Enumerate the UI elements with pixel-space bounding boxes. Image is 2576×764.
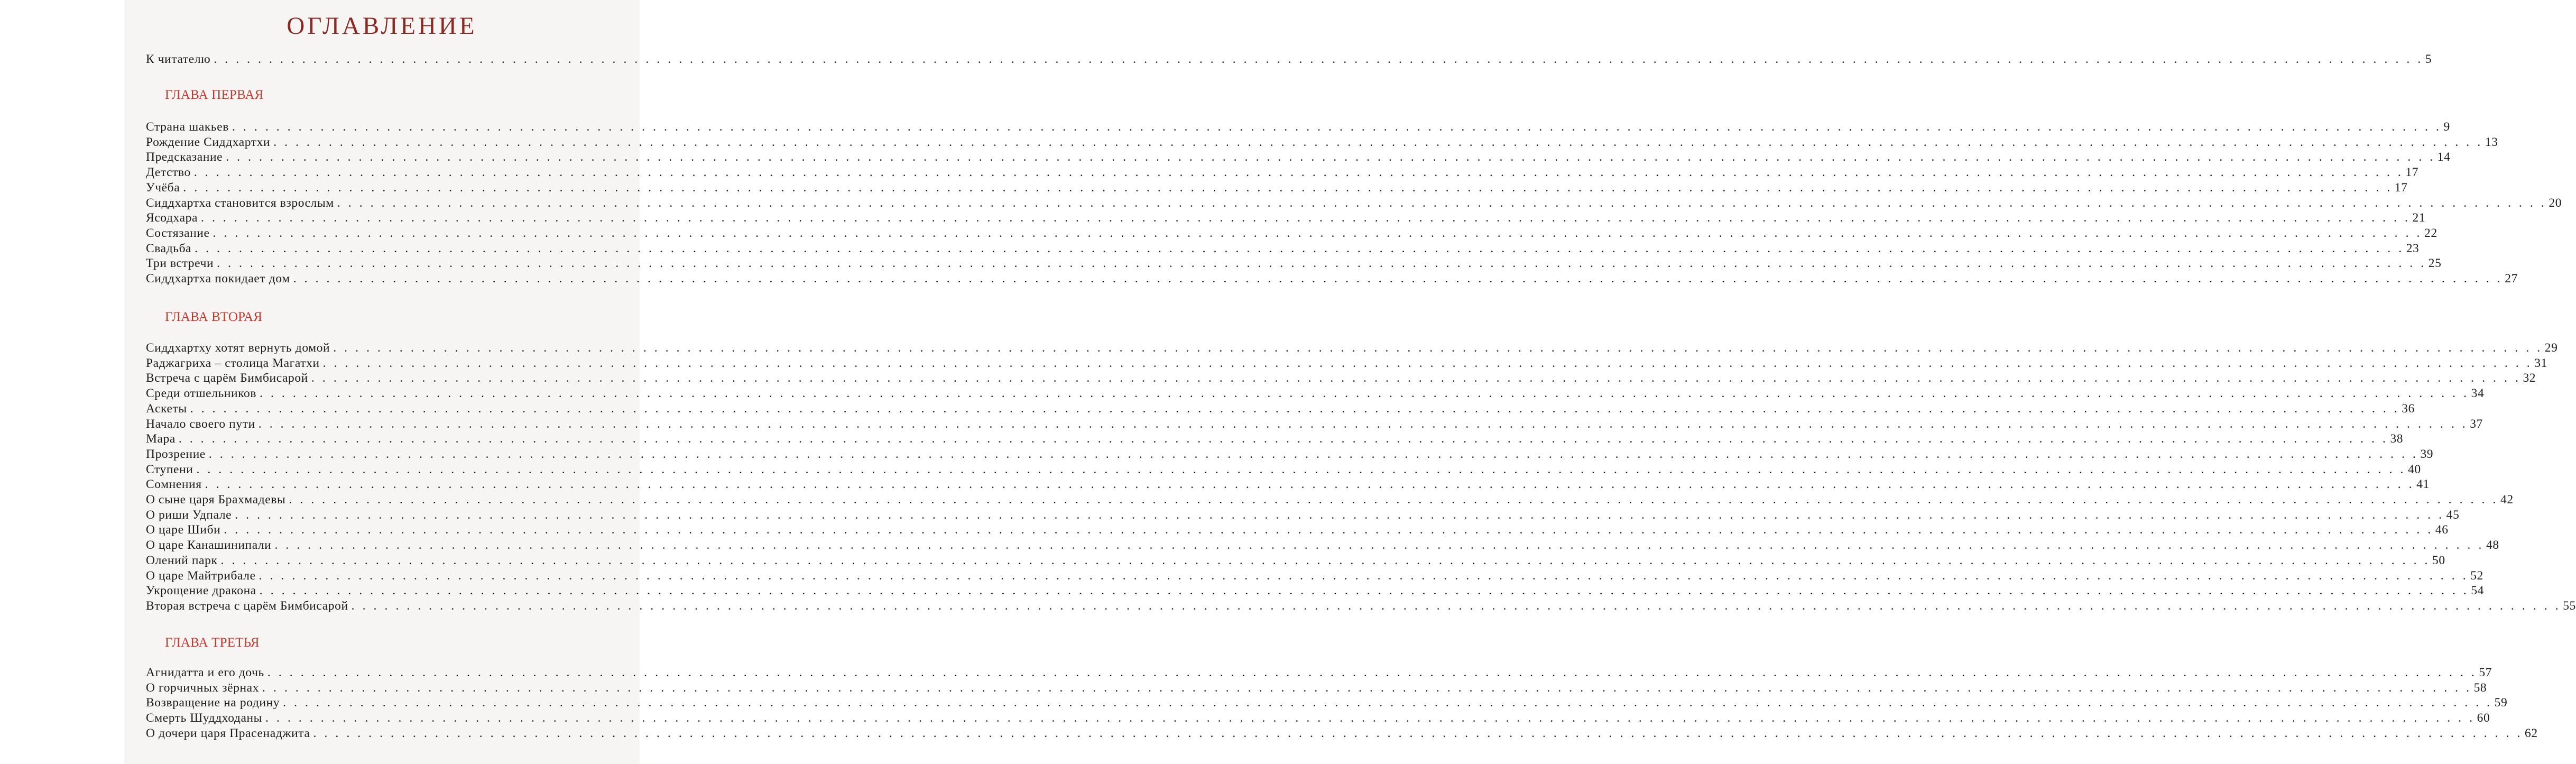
toc-entry-title: О царе Майтрибале: [146, 569, 256, 583]
toc-entry-title: О царе Шиби: [146, 523, 221, 537]
toc-entry-page: 62: [2525, 726, 2538, 740]
toc-entry-page: 48: [2486, 538, 2499, 552]
dot-leader: . . . . . . . . . . . . . . . . . . . . . . . . . . . . . . . . . . . . . . . . . . . . . . . . . . . . . . . . . . . . . . . . . . . . . . . . . . . . . . . . . . . . . . . . . . . . . . . . . . . . . . . . . . . . . . . . . . . . . . . . . . . . . . . . . . . . . . . . . . . . . . . . . . . . . . . . . . . . . . . . . . . . . . . . . . . . . . . . . . . . . . . . . . . . . . . . . . . . . . . .: [220, 554, 2431, 567]
dot-leader: . . . . . . . . . . . . . . . . . . . . . . . . . . . . . . . . . . . . . . . . . . . . . . . . . . . . . . . . . . . . . . . . . . . . . . . . . . . . . . . . . . . . . . . . . . . . . . . . . . . . . . . . . . . . . . . . . . . . . . . . . . . . . . . . . . . . . . . . . . . . . . . . . . . . . . . . . . . . . . . . . . . . . . . . . . . . . . . . . . . . . . . . . . . . . . . . . . . . . . . .: [351, 599, 2561, 613]
dot-leader: . . . . . . . . . . . . . . . . . . . . . . . . . . . . . . . . . . . . . . . . . . . . . . . . . . . . . . . . . . . . . . . . . . . . . . . . . . . . . . . . . . . . . . . . . . . . . . . . . . . . . . . . . . . . . . . . . . . . . . . . . . . . . . . . . . . . . . . . . . . . . . . . . . . . . . . . . . . . . . . . . . . . . . . . . . . . . . . . . . . . . . . . . . . . . . . . . . . . . . . .: [311, 371, 2521, 385]
toc-entry: [146, 356, 2547, 371]
dot-leader: . . . . . . . . . . . . . . . . . . . . . . . . . . . . . . . . . . . . . . . . . . . . . . . . . . . . . . . . . . . . . . . . . . . . . . . . . . . . . . . . . . . . . . . . . . . . . . . . . . . . . . . . . . . . . . . . . . . . . . . . . . . . . . . . . . . . . . . . . . . . . . . . . . . . . . . . . . . . . . . . . . . . . . . . . . . . . . . . . . . . . . . . . . . . . . . . . . . . . . . .: [283, 696, 2492, 710]
toc-entry-page: 39: [2420, 447, 2434, 461]
toc-entry: [146, 226, 2437, 241]
toc-entry-page: 29: [2544, 341, 2558, 355]
toc-entry: [146, 256, 2442, 271]
toc-entry-page: 5: [2425, 52, 2432, 66]
toc-entry-title: Детство: [146, 165, 191, 179]
toc-entry-title: Предсказание: [146, 150, 223, 164]
toc-entry-title: Сиддхартха покидает дом: [146, 272, 290, 286]
dot-leader: . . . . . . . . . . . . . . . . . . . . . . . . . . . . . . . . . . . . . . . . . . . . . . . . . . . . . . . . . . . . . . . . . . . . . . . . . . . . . . . . . . . . . . . . . . . . . . . . . . . . . . . . . . . . . . . . . . . . . . . . . . . . . . . . . . . . . . . . . . . . . . . . . . . . . . . . . . . . . . . . . . . . . . . . . . . . . . . . . . . . . . . . . . . . . . . . . . . . . . . .: [183, 181, 2393, 195]
toc-entry: [146, 135, 2498, 150]
toc-entry-title: О царе Канашинипали: [146, 538, 272, 552]
toc-entry-page: 58: [2473, 681, 2487, 695]
toc-entry-title: Вторая встреча с царём Бимбисарой: [146, 599, 348, 613]
toc-entry-page: 52: [2470, 569, 2483, 583]
toc-entry-page: 42: [2500, 493, 2514, 507]
toc-entry: [146, 538, 2499, 553]
dot-leader: . . . . . . . . . . . . . . . . . . . . . . . . . . . . . . . . . . . . . . . . . . . . . . . . . . . . . . . . . . . . . . . . . . . . . . . . . . . . . . . . . . . . . . . . . . . . . . . . . . . . . . . . . . . . . . . . . . . . . . . . . . . . . . . . . . . . . . . . . . . . . . . . . . . . . . . . . . . . . . . . . . . . . . . . . . . . . . . . . . . . . . . . . . . . . . . . . . . . . . . .: [313, 726, 2523, 740]
toc-entry: [146, 599, 2576, 613]
dot-leader: . . . . . . . . . . . . . . . . . . . . . . . . . . . . . . . . . . . . . . . . . . . . . . . . . . . . . . . . . . . . . . . . . . . . . . . . . . . . . . . . . . . . . . . . . . . . . . . . . . . . . . . . . . . . . . . . . . . . . . . . . . . . . . . . . . . . . . . . . . . . . . . . . . . . . . . . . . . . . . . . . . . . . . . . . . . . . . . . . . . . . . . . . . . . . . . . . . . . . . . .: [267, 666, 2477, 679]
toc-entry: [146, 680, 2487, 695]
toc-entry-page: 27: [2505, 272, 2518, 286]
toc-entry-page: 37: [2470, 417, 2483, 431]
toc-entry-title: Олений парк: [146, 554, 218, 567]
toc-entry-title: О риши Удпале: [146, 508, 232, 522]
toc-entry: [146, 665, 2492, 680]
toc-entry: [146, 447, 2434, 462]
toc-entry-title: Смерть Шуддходаны: [146, 711, 263, 725]
chapter-heading: ГЛАВА ТРЕТЬЯ: [165, 636, 260, 650]
toc-entry: [146, 508, 2460, 522]
toc-entry-title: К читателю: [146, 52, 211, 66]
toc-entry-title: Сиддхартха становится взрослым: [146, 196, 334, 210]
toc-entry-title: Ступени: [146, 463, 193, 476]
toc-entry-title: Свадьба: [146, 242, 192, 255]
toc-entry-page: 41: [2416, 477, 2430, 491]
dot-leader: . . . . . . . . . . . . . . . . . . . . . . . . . . . . . . . . . . . . . . . . . . . . . . . . . . . . . . . . . . . . . . . . . . . . . . . . . . . . . . . . . . . . . . . . . . . . . . . . . . . . . . . . . . . . . . . . . . . . . . . . . . . . . . . . . . . . . . . . . . . . . . . . . . . . . . . . . . . . . . . . . . . . . . . . . . . . . . . . . . . . . . . . . . . . . . . . . . . . . . . .: [201, 211, 2411, 225]
dot-leader: . . . . . . . . . . . . . . . . . . . . . . . . . . . . . . . . . . . . . . . . . . . . . . . . . . . . . . . . . . . . . . . . . . . . . . . . . . . . . . . . . . . . . . . . . . . . . . . . . . . . . . . . . . . . . . . . . . . . . . . . . . . . . . . . . . . . . . . . . . . . . . . . . . . . . . . . . . . . . . . . . . . . . . . . . . . . . . . . . . . . . . . . . . . . . . . . . . . . . . . .: [337, 196, 2547, 210]
toc-entry-title: Страна шакьев: [146, 120, 229, 134]
dot-leader: . . . . . . . . . . . . . . . . . . . . . . . . . . . . . . . . . . . . . . . . . . . . . . . . . . . . . . . . . . . . . . . . . . . . . . . . . . . . . . . . . . . . . . . . . . . . . . . . . . . . . . . . . . . . . . . . . . . . . . . . . . . . . . . . . . . . . . . . . . . . . . . . . . . . . . . . . . . . . . . . . . . . . . . . . . . . . . . . . . . . . . . . . . . . . . . . . . . . . . . .: [213, 226, 2423, 240]
toc-entry-title: Встреча с царём Бимбисарой: [146, 371, 308, 385]
dot-leader: . . . . . . . . . . . . . . . . . . . . . . . . . . . . . . . . . . . . . . . . . . . . . . . . . . . . . . . . . . . . . . . . . . . . . . . . . . . . . . . . . . . . . . . . . . . . . . . . . . . . . . . . . . . . . . . . . . . . . . . . . . . . . . . . . . . . . . . . . . . . . . . . . . . . . . . . . . . . . . . . . . . . . . . . . . . . . . . . . . . . . . . . . . . . . . . . . . . . . . . .: [190, 402, 2400, 416]
toc-entry-page: 13: [2485, 135, 2498, 149]
toc-entry-page: 45: [2446, 508, 2460, 522]
dot-leader: . . . . . . . . . . . . . . . . . . . . . . . . . . . . . . . . . . . . . . . . . . . . . . . . . . . . . . . . . . . . . . . . . . . . . . . . . . . . . . . . . . . . . . . . . . . . . . . . . . . . . . . . . . . . . . . . . . . . . . . . . . . . . . . . . . . . . . . . . . . . . . . . . . . . . . . . . . . . . . . . . . . . . . . . . . . . . . . . . . . . . . . . . . . . . . . . . . . . . . . .: [259, 584, 2469, 597]
toc-entry-title: Рождение Сиддхартхи: [146, 135, 271, 149]
dot-leader: . . . . . . . . . . . . . . . . . . . . . . . . . . . . . . . . . . . . . . . . . . . . . . . . . . . . . . . . . . . . . . . . . . . . . . . . . . . . . . . . . . . . . . . . . . . . . . . . . . . . . . . . . . . . . . . . . . . . . . . . . . . . . . . . . . . . . . . . . . . . . . . . . . . . . . . . . . . . . . . . . . . . . . . . . . . . . . . . . . . . . . . . . . . . . . . . . . . . . . . .: [217, 256, 2426, 270]
dot-leader: . . . . . . . . . . . . . . . . . . . . . . . . . . . . . . . . . . . . . . . . . . . . . . . . . . . . . . . . . . . . . . . . . . . . . . . . . . . . . . . . . . . . . . . . . . . . . . . . . . . . . . . . . . . . . . . . . . . . . . . . . . . . . . . . . . . . . . . . . . . . . . . . . . . . . . . . . . . . . . . . . . . . . . . . . . . . . . . . . . . . . . . . . . . . . . . . . . . . . . . .: [232, 120, 2442, 134]
dot-leader: . . . . . . . . . . . . . . . . . . . . . . . . . . . . . . . . . . . . . . . . . . . . . . . . . . . . . . . . . . . . . . . . . . . . . . . . . . . . . . . . . . . . . . . . . . . . . . . . . . . . . . . . . . . . . . . . . . . . . . . . . . . . . . . . . . . . . . . . . . . . . . . . . . . . . . . . . . . . . . . . . . . . . . . . . . . . . . . . . . . . . . . . . . . . . . . . . . . . . . . .: [262, 681, 2472, 695]
dot-leader: . . . . . . . . . . . . . . . . . . . . . . . . . . . . . . . . . . . . . . . . . . . . . . . . . . . . . . . . . . . . . . . . . . . . . . . . . . . . . . . . . . . . . . . . . . . . . . . . . . . . . . . . . . . . . . . . . . . . . . . . . . . . . . . . . . . . . . . . . . . . . . . . . . . . . . . . . . . . . . . . . . . . . . . . . . . . . . . . . . . . . . . . . . . . . . . . . . . . . . . .: [178, 432, 2388, 446]
toc-entry-title: Ясодхара: [146, 211, 198, 225]
toc-entry-page: 22: [2424, 226, 2437, 240]
toc-entry-title: О сыне царя Брахмадевы: [146, 493, 286, 507]
dot-leader: . . . . . . . . . . . . . . . . . . . . . . . . . . . . . . . . . . . . . . . . . . . . . . . . . . . . . . . . . . . . . . . . . . . . . . . . . . . . . . . . . . . . . . . . . . . . . . . . . . . . . . . . . . . . . . . . . . . . . . . . . . . . . . . . . . . . . . . . . . . . . . . . . . . . . . . . . . . . . . . . . . . . . . . . . . . . . . . . . . . . . . . . . . . . . . . . . . . . . . . .: [226, 150, 2435, 164]
toc-entry: [146, 241, 2420, 256]
toc-entry-title: О дочери царя Прасенаджита: [146, 726, 310, 740]
toc-entry: [146, 210, 2426, 225]
dot-leader: . . . . . . . . . . . . . . . . . . . . . . . . . . . . . . . . . . . . . . . . . . . . . . . . . . . . . . . . . . . . . . . . . . . . . . . . . . . . . . . . . . . . . . . . . . . . . . . . . . . . . . . . . . . . . . . . . . . . . . . . . . . . . . . . . . . . . . . . . . . . . . . . . . . . . . . . . . . . . . . . . . . . . . . . . . . . . . . . . . . . . . . . . . . . . . . . . . . . . . . .: [265, 711, 2475, 725]
toc-entry-page: 36: [2402, 402, 2415, 416]
toc-entry: [146, 711, 2490, 725]
toc-entry-page: 23: [2406, 242, 2420, 255]
toc-entry: [146, 553, 2445, 568]
toc-entry: [146, 150, 2451, 164]
toc-entry: [146, 52, 2432, 67]
toc-entry: [146, 119, 2450, 134]
toc-entry-page: 9: [2443, 120, 2450, 134]
chapter-heading: ГЛАВА ВТОРАЯ: [165, 310, 263, 324]
toc-entry-page: 38: [2390, 432, 2404, 446]
toc-entry: [146, 568, 2483, 583]
dot-leader: . . . . . . . . . . . . . . . . . . . . . . . . . . . . . . . . . . . . . . . . . . . . . . . . . . . . . . . . . . . . . . . . . . . . . . . . . . . . . . . . . . . . . . . . . . . . . . . . . . . . . . . . . . . . . . . . . . . . . . . . . . . . . . . . . . . . . . . . . . . . . . . . . . . . . . . . . . . . . . . . . . . . . . . . . . . . . . . . . . . . . . . . . . . . . . . . . . . . . . . .: [193, 165, 2404, 179]
toc-entry-title: Укрощение дракона: [146, 584, 256, 597]
dot-leader: . . . . . . . . . . . . . . . . . . . . . . . . . . . . . . . . . . . . . . . . . . . . . . . . . . . . . . . . . . . . . . . . . . . . . . . . . . . . . . . . . . . . . . . . . . . . . . . . . . . . . . . . . . . . . . . . . . . . . . . . . . . . . . . . . . . . . . . . . . . . . . . . . . . . . . . . . . . . . . . . . . . . . . . . . . . . . . . . . . . . . . . . . . . . . . . . . . . . . . . .: [322, 356, 2533, 370]
toc-entry-page: 50: [2432, 554, 2445, 567]
toc-entry: [146, 165, 2419, 180]
toc-entry-page: 59: [2494, 696, 2508, 710]
toc-entry-page: 40: [2407, 463, 2421, 476]
toc-entry: [146, 271, 2518, 286]
toc-entry-page: 57: [2479, 666, 2492, 679]
toc-entry-title: Прозрение: [146, 447, 206, 461]
toc-entry-title: Состязание: [146, 226, 210, 240]
toc-entry-title: Аскеты: [146, 402, 187, 416]
dot-leader: . . . . . . . . . . . . . . . . . . . . . . . . . . . . . . . . . . . . . . . . . . . . . . . . . . . . . . . . . . . . . . . . . . . . . . . . . . . . . . . . . . . . . . . . . . . . . . . . . . . . . . . . . . . . . . . . . . . . . . . . . . . . . . . . . . . . . . . . . . . . . . . . . . . . . . . . . . . . . . . . . . . . . . . . . . . . . . . . . . . . . . . . . . . . . . . . . . . . . . . .: [273, 135, 2483, 149]
toc-entry-title: Возвращение на родину: [146, 696, 280, 710]
toc-entry: [146, 401, 2415, 416]
dot-leader: . . . . . . . . . . . . . . . . . . . . . . . . . . . . . . . . . . . . . . . . . . . . . . . . . . . . . . . . . . . . . . . . . . . . . . . . . . . . . . . . . . . . . . . . . . . . . . . . . . . . . . . . . . . . . . . . . . . . . . . . . . . . . . . . . . . . . . . . . . . . . . . . . . . . . . . . . . . . . . . . . . . . . . . . . . . . . . . . . . . . . . . . . . . . . . . . . . . . . . . .: [274, 538, 2484, 552]
toc-entry-page: 21: [2412, 211, 2426, 225]
toc-entry-title: Раджагриха – столица Магатхи: [146, 356, 320, 370]
toc-entry: [146, 726, 2538, 741]
toc-entry-title: Сиддхартху хотят вернуть домой: [146, 341, 330, 355]
toc-entry-page: 25: [2428, 256, 2442, 270]
dot-leader: . . . . . . . . . . . . . . . . . . . . . . . . . . . . . . . . . . . . . . . . . . . . . . . . . . . . . . . . . . . . . . . . . . . . . . . . . . . . . . . . . . . . . . . . . . . . . . . . . . . . . . . . . . . . . . . . . . . . . . . . . . . . . . . . . . . . . . . . . . . . . . . . . . . . . . . . . . . . . . . . . . . . . . . . . . . . . . . . . . . . . . . . . . . . . . . . . . . . . . . .: [214, 52, 2423, 66]
dot-leader: . . . . . . . . . . . . . . . . . . . . . . . . . . . . . . . . . . . . . . . . . . . . . . . . . . . . . . . . . . . . . . . . . . . . . . . . . . . . . . . . . . . . . . . . . . . . . . . . . . . . . . . . . . . . . . . . . . . . . . . . . . . . . . . . . . . . . . . . . . . . . . . . . . . . . . . . . . . . . . . . . . . . . . . . . . . . . . . . . . . . . . . . . . . . . . . . . . . . . . . .: [293, 272, 2503, 286]
toc-entry: [146, 340, 2558, 355]
toc-entry-title: О горчичных зёрнах: [146, 681, 260, 695]
toc-entry-page: 32: [2523, 371, 2536, 385]
dot-leader: . . . . . . . . . . . . . . . . . . . . . . . . . . . . . . . . . . . . . . . . . . . . . . . . . . . . . . . . . . . . . . . . . . . . . . . . . . . . . . . . . . . . . . . . . . . . . . . . . . . . . . . . . . . . . . . . . . . . . . . . . . . . . . . . . . . . . . . . . . . . . . . . . . . . . . . . . . . . . . . . . . . . . . . . . . . . . . . . . . . . . . . . . . . . . . . . . . . . . . . .: [333, 341, 2543, 355]
toc-entry-page: 17: [2405, 165, 2419, 179]
toc-entry-title: Учёба: [146, 181, 180, 195]
toc-entry: [146, 583, 2485, 598]
toc-entry: [146, 492, 2514, 507]
toc-entry-page: 20: [2549, 196, 2562, 210]
dot-leader: . . . . . . . . . . . . . . . . . . . . . . . . . . . . . . . . . . . . . . . . . . . . . . . . . . . . . . . . . . . . . . . . . . . . . . . . . . . . . . . . . . . . . . . . . . . . . . . . . . . . . . . . . . . . . . . . . . . . . . . . . . . . . . . . . . . . . . . . . . . . . . . . . . . . . . . . . . . . . . . . . . . . . . . . . . . . . . . . . . . . . . . . . . . . . . . . . . . . . . . .: [205, 477, 2415, 491]
dot-leader: . . . . . . . . . . . . . . . . . . . . . . . . . . . . . . . . . . . . . . . . . . . . . . . . . . . . . . . . . . . . . . . . . . . . . . . . . . . . . . . . . . . . . . . . . . . . . . . . . . . . . . . . . . . . . . . . . . . . . . . . . . . . . . . . . . . . . . . . . . . . . . . . . . . . . . . . . . . . . . . . . . . . . . . . . . . . . . . . . . . . . . . . . . . . . . . . . . . . . . . .: [258, 417, 2468, 431]
dot-leader: . . . . . . . . . . . . . . . . . . . . . . . . . . . . . . . . . . . . . . . . . . . . . . . . . . . . . . . . . . . . . . . . . . . . . . . . . . . . . . . . . . . . . . . . . . . . . . . . . . . . . . . . . . . . . . . . . . . . . . . . . . . . . . . . . . . . . . . . . . . . . . . . . . . . . . . . . . . . . . . . . . . . . . . . . . . . . . . . . . . . . . . . . . . . . . . . . . . . . . . .: [224, 523, 2433, 537]
dot-leader: . . . . . . . . . . . . . . . . . . . . . . . . . . . . . . . . . . . . . . . . . . . . . . . . . . . . . . . . . . . . . . . . . . . . . . . . . . . . . . . . . . . . . . . . . . . . . . . . . . . . . . . . . . . . . . . . . . . . . . . . . . . . . . . . . . . . . . . . . . . . . . . . . . . . . . . . . . . . . . . . . . . . . . . . . . . . . . . . . . . . . . . . . . . . . . . . . . . . . . . .: [208, 447, 2418, 461]
chapter-heading: ГЛАВА ПЕРВАЯ: [165, 88, 264, 102]
page-title: ОГЛАВЛЕНИЕ: [287, 12, 477, 40]
toc-entry: [146, 371, 2536, 385]
toc-entry: [146, 462, 2421, 477]
toc-entry-title: Три встречи: [146, 256, 214, 270]
toc-entry: [146, 522, 2449, 537]
toc-entry: [146, 180, 2408, 195]
toc-entry-page: 17: [2394, 181, 2408, 195]
toc-entry-page: 14: [2437, 150, 2451, 164]
toc-entry-title: Сомнения: [146, 477, 202, 491]
toc-entry-title: Среди отшельников: [146, 386, 257, 400]
dot-leader: . . . . . . . . . . . . . . . . . . . . . . . . . . . . . . . . . . . . . . . . . . . . . . . . . . . . . . . . . . . . . . . . . . . . . . . . . . . . . . . . . . . . . . . . . . . . . . . . . . . . . . . . . . . . . . . . . . . . . . . . . . . . . . . . . . . . . . . . . . . . . . . . . . . . . . . . . . . . . . . . . . . . . . . . . . . . . . . . . . . . . . . . . . . . . . . . . . . . . . . .: [235, 508, 2444, 522]
toc-entry-page: 46: [2435, 523, 2449, 537]
toc-entry: [146, 386, 2485, 401]
dot-leader: . . . . . . . . . . . . . . . . . . . . . . . . . . . . . . . . . . . . . . . . . . . . . . . . . . . . . . . . . . . . . . . . . . . . . . . . . . . . . . . . . . . . . . . . . . . . . . . . . . . . . . . . . . . . . . . . . . . . . . . . . . . . . . . . . . . . . . . . . . . . . . . . . . . . . . . . . . . . . . . . . . . . . . . . . . . . . . . . . . . . . . . . . . . . . . . . . . . . . . . .: [196, 463, 2406, 476]
dot-leader: . . . . . . . . . . . . . . . . . . . . . . . . . . . . . . . . . . . . . . . . . . . . . . . . . . . . . . . . . . . . . . . . . . . . . . . . . . . . . . . . . . . . . . . . . . . . . . . . . . . . . . . . . . . . . . . . . . . . . . . . . . . . . . . . . . . . . . . . . . . . . . . . . . . . . . . . . . . . . . . . . . . . . . . . . . . . . . . . . . . . . . . . . . . . . . . . . . . . . . . .: [258, 569, 2469, 583]
toc-entry: [146, 431, 2404, 446]
toc-entry: [146, 695, 2508, 710]
toc-entry-page: 31: [2534, 356, 2547, 370]
toc-entry-title: Мара: [146, 432, 176, 446]
toc-entry-page: 54: [2471, 584, 2485, 597]
toc-entry: [146, 417, 2483, 431]
dot-leader: . . . . . . . . . . . . . . . . . . . . . . . . . . . . . . . . . . . . . . . . . . . . . . . . . . . . . . . . . . . . . . . . . . . . . . . . . . . . . . . . . . . . . . . . . . . . . . . . . . . . . . . . . . . . . . . . . . . . . . . . . . . . . . . . . . . . . . . . . . . . . . . . . . . . . . . . . . . . . . . . . . . . . . . . . . . . . . . . . . . . . . . . . . . . . . . . . . . . . . . .: [260, 386, 2469, 400]
toc-entry: [146, 477, 2430, 492]
toc-entry-page: 60: [2477, 711, 2490, 725]
toc-entry-title: Агнидатта и его дочь: [146, 666, 264, 679]
toc-entry-page: 34: [2471, 386, 2485, 400]
dot-leader: . . . . . . . . . . . . . . . . . . . . . . . . . . . . . . . . . . . . . . . . . . . . . . . . . . . . . . . . . . . . . . . . . . . . . . . . . . . . . . . . . . . . . . . . . . . . . . . . . . . . . . . . . . . . . . . . . . . . . . . . . . . . . . . . . . . . . . . . . . . . . . . . . . . . . . . . . . . . . . . . . . . . . . . . . . . . . . . . . . . . . . . . . . . . . . . . . . . . . . . .: [195, 242, 2404, 255]
toc-entry: [146, 196, 2562, 210]
toc-entry-page: 55: [2563, 599, 2576, 613]
toc-entry-title: Начало своего пути: [146, 417, 255, 431]
dot-leader: . . . . . . . . . . . . . . . . . . . . . . . . . . . . . . . . . . . . . . . . . . . . . . . . . . . . . . . . . . . . . . . . . . . . . . . . . . . . . . . . . . . . . . . . . . . . . . . . . . . . . . . . . . . . . . . . . . . . . . . . . . . . . . . . . . . . . . . . . . . . . . . . . . . . . . . . . . . . . . . . . . . . . . . . . . . . . . . . . . . . . . . . . . . . . . . . . . . . . . . .: [289, 493, 2498, 507]
